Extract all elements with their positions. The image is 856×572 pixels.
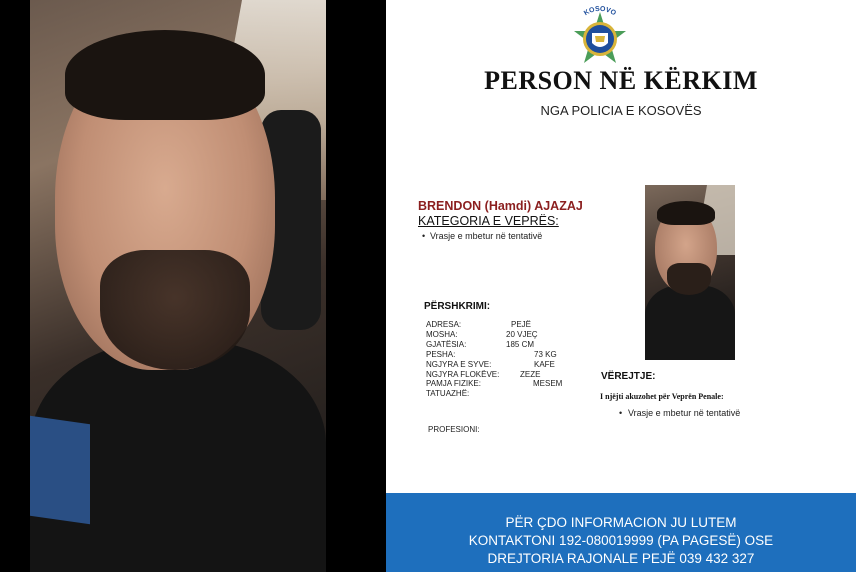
field-value: 185 CM	[506, 340, 535, 349]
jacket-patch	[30, 416, 90, 524]
photo-panel	[0, 0, 386, 572]
thumb-beard	[667, 263, 711, 295]
field-value: PEJË	[511, 320, 532, 329]
suspect-thumbnail-photo	[645, 185, 735, 360]
field-label: ADRESA:	[426, 320, 462, 329]
thumb-torso	[645, 285, 735, 360]
category-item: • Vrasje e mbetur në tentativë	[430, 231, 542, 241]
thumb-hair	[657, 201, 715, 225]
field-value: KAFE	[534, 360, 555, 369]
field-label: MOSHA:	[426, 330, 458, 339]
svg-text:KOSOVO: KOSOVO	[582, 6, 617, 18]
contact-footer	[386, 493, 856, 572]
accused-line: I njëjti akuzohet për Veprën Penale:	[600, 392, 724, 401]
suspect-photo	[30, 0, 326, 572]
field-label: NGJYRA FLOKËVE:	[426, 370, 500, 379]
remarks-item: • Vrasje e mbetur në tentativë	[628, 408, 740, 418]
field-value: ZEZE	[520, 370, 541, 379]
field-value: 73 KG	[534, 350, 557, 359]
poster-title: PERSON NË KËRKIM	[484, 66, 758, 95]
footer-line: DREJTORIA RAJONALE PEJË 039 432 327	[487, 551, 755, 566]
suspect-name: BRENDON (Hamdi) AJAZAJ	[418, 199, 583, 213]
field-label: GJATËSIA:	[426, 340, 467, 349]
remarks-heading: VËREJTJE:	[601, 371, 656, 382]
kosovo-police-badge-icon	[569, 6, 631, 68]
field-label: TATUAZHË:	[426, 389, 470, 398]
field-value: MESEM	[533, 379, 563, 388]
poster-subtitle: NGA POLICIA E KOSOVËS	[540, 103, 702, 118]
footer-line: KONTAKTONI 192-080019999 (PA PAGESË) OSE	[468, 533, 774, 548]
wanted-poster	[386, 0, 856, 572]
category-label: KATEGORIA E VEPRËS:	[418, 214, 559, 228]
footer-line: PËR ÇDO INFORMACION JU LUTEM	[505, 515, 737, 530]
field-label: PAMJA FIZIKE:	[426, 379, 481, 388]
field-label: NGJYRA E SYVE:	[426, 360, 492, 369]
beard	[100, 250, 250, 370]
field-value: 20 VJEÇ	[506, 330, 538, 339]
description-heading: PËRSHKRIMI:	[424, 301, 491, 312]
profession-label: PROFESIONI:	[428, 425, 480, 434]
hair	[65, 30, 265, 120]
field-label: PESHA:	[426, 350, 456, 359]
